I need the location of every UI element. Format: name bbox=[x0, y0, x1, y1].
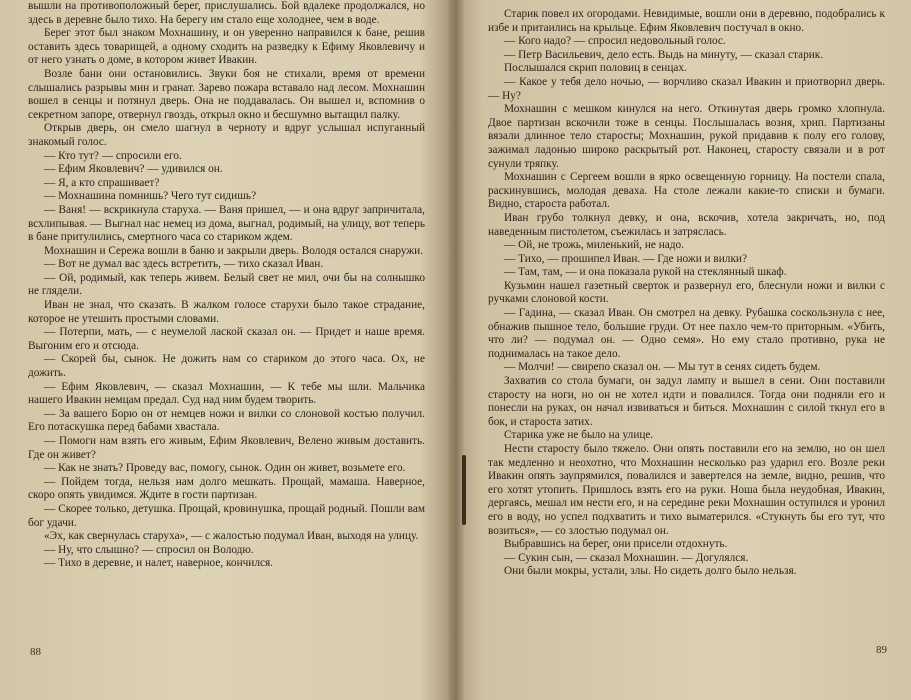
paragraph: — Я, а кто спрашивает? bbox=[44, 176, 160, 189]
paragraph: — Там, там, — и она показала рукой на стеклянный шкаф. bbox=[504, 266, 787, 279]
paragraph: Кузьмин нашел газетный сверток и развернул его, блеснули ножи и вилки с ручками слоновой кости. bbox=[488, 279, 885, 306]
right-page-number: 89 bbox=[876, 644, 887, 656]
paragraph: — Ну, что слышно? — спросил он Володю. bbox=[44, 543, 254, 556]
paragraph: — Кто тут? — спросили его. bbox=[44, 149, 182, 162]
paragraph: Иван грубо толкнул девку, и она, вскочив, хотела закричать, но, под наведенным пистолетом, съежилась и затряслась. bbox=[488, 211, 885, 238]
paragraph: — Гадина, — сказал Иван. Он смотрел на девку. Рубашка соскользнула с нее, обнажив пышное тело, большие груди. От нее пахло чем-то приторным. «Убить, что ли? — подумал он. — Одно семя». Но ему стало противно, рука не поднималась на такое дело. bbox=[488, 307, 885, 360]
right-page bbox=[456, 0, 911, 700]
paragraph: Возле бани они остановились. Звуки боя не стихали, время от времени слышались разрывы мин и гранат. Зарево пожара вставало над лесом. Мохнашин вошел в сенцы и потянул дверь. Она не поддавалась. Он вышел и, вспомнив о секретном запоре, отвернул гвоздь, открыл окно и бесшумно вытащил палку. bbox=[28, 67, 425, 121]
paragraph: Послышался скрип половиц в сенцах. bbox=[504, 62, 687, 75]
paragraph: Мохнашин с Сергеем вошли в ярко освещенную горницу. На постели спала, раскинувшись, молодая девaха. На столе лежали какие-то списки и бумаги. Видно, староста работал. bbox=[488, 171, 885, 211]
left-page bbox=[0, 0, 455, 700]
paragraph: — Петр Васильевич, дело есть. Выдь на минуту, — сказал старик. bbox=[504, 48, 824, 61]
paragraph: Иван не знал, что сказать. В жалком голосе старухи было такое страдание, которое не утешить простыми словами. bbox=[28, 299, 425, 325]
paragraph: — Ваня! — вскрикнула старуха. — Ваня пришел, — и она вдруг запричитала, всхлипывая. — Выгнал нас немец из дома, выгнал, родимый, на улицу, вот теперь в бане притулились, смертного часа со стариком ждем. bbox=[28, 203, 425, 244]
paragraph: — Ой, родимый, как теперь живем. Белый свет не мил, очи бы на солнышко не глядели. bbox=[28, 271, 425, 298]
paragraph: Открыв дверь, он смело шагнул в черноту и вдруг услышал испуганный знакомый голос. bbox=[28, 122, 425, 148]
paragraph: — Скорее только, детушка. Прощай, кровинушка, прощай родный. Пошли вам бог удачи. bbox=[28, 502, 425, 529]
paragraph: Мохнашин с мешком кинулся на него. Откинутая дверь громко хлопнула. Двое партизан вскочили тоже в сенцы. Послышалась возня, хрип. Партизаны вязали длинное тело старосты; Мохнашин, рукой придавив к полу его голову, зажимал ладонью широко раскрытый рот. Наконец, старосту связали и в рот сунули тряпку. bbox=[488, 103, 885, 170]
paragraph: Старик повел их огородами. Невидимые, вошли они в деревню, подобрались к избе и притаились на крыльце. Ефим Яковлевич постучал в окно. bbox=[488, 8, 885, 34]
paragraph: — За вашего Борю он от немцев ножи и вилки со слоновой костью получил. Его потаскушка перед бабами хвастала. bbox=[28, 407, 425, 434]
paragraph: — Пойдем тогда, нельзя нам долго мешкать. Прощай, мамаша. Наверное, скоро опять увидимся. Ждите в гости партизан. bbox=[28, 475, 425, 502]
paragraph: — Потерпи, мать, — с неумелой лаской сказал он. — Придет и наше время. Выгоним его и отсюда. bbox=[28, 326, 425, 352]
paragraph: — Как не знать? Проведу вас, помогу, сынок. Один он живет, возьмете его. bbox=[44, 462, 406, 475]
paragraph: — Ефим Яковлевич? — удивился он. bbox=[44, 163, 223, 176]
paragraph: — Помоги нам взять его живым, Ефим Яковлевич, Велено живым доставить. Где он живет? bbox=[28, 435, 425, 461]
paragraph: — Ой, не трожь, миленький, не надо. bbox=[504, 239, 684, 252]
paragraph: Старика уже не было на улице. bbox=[504, 429, 654, 442]
paragraph: Берег этот был знаком Мохнашину, и он уверенно направился к бане, решив оставить здесь товарищей, а одному сходить на разведку к Ефиму Яковлевичу и от него узнать о доме, в котором живет Ивакин. bbox=[28, 27, 425, 67]
paragraph: — Какое у тебя дело ночью, — ворчливо сказал Ивакин и приотворил дверь. — Ну? bbox=[488, 75, 885, 102]
paragraph: «Эх, как свернулась старуха», — с жалостью подумал Иван, выходя на улицу. bbox=[44, 530, 419, 543]
paragraph: — Тихо в деревне, и налет, наверное, кончился. bbox=[44, 557, 274, 570]
right-page-text bbox=[488, 8, 885, 579]
paragraph: — Мохнашина помнишь? Чего тут сидишь? bbox=[44, 190, 257, 203]
paragraph: — Молчи! — свирепо сказал он. — Мы тут в сенях сидеть будем. bbox=[504, 361, 821, 374]
paragraph: — Ефим Яковлевич, — сказал Мохнашин, — К тебе мы шли. Мальчика нашего Ивакин немцам предал. Суд над ним будем творить. bbox=[28, 380, 425, 407]
paragraph: — Сукин сын, — сказал Мохнашин. — Догулялся. bbox=[504, 551, 749, 564]
paragraph: Нести старосту было тяжело. Они опять поставили его на землю, но он шел так медленно и неохотно, что Мохнашин несколько раз ударил его. Возле реки Ивакин опять заупрямился, повалился и завертелся на земле, видно, решив, что его хотят утопить. Пришлось взять его на руки. Ноша была неудобная, Ивакин, дергаясь, мешал им нести его, и на середине реки Мохнашин оступился и уронил его в воду, но успел подхватить и тихо выматерился. «Стукнуть бы его тут, что возиться», — со злостью подумал он. bbox=[488, 443, 885, 537]
paragraph: Они были мокры, устали, злы. Но сидеть долго было нельзя. bbox=[504, 565, 797, 578]
paragraph: Мохнашин и Сережа вошли в баню и закрыли дверь. Володя остался снаружи. bbox=[44, 244, 424, 257]
paragraph: — Вот не думал вас здесь встретить, — тихо сказал Иван. bbox=[44, 258, 324, 271]
paragraph: вышли на противоположный берег, прислушались. Бой вдалеке продолжался, но здесь в деревне было тихо. На берегу им стало еще холоднее, чем в воде. bbox=[28, 0, 425, 26]
paragraph: Захватив со стола бумаги, он задул лампу и вышел в сени. Они поставили старосту на ноги, но он не хотел идти и повалился. Тогда они подняли его и понесли на руках, он начал извиваться и биться. Мохнашин с силой ткнул его в бок, и староста затих. bbox=[488, 375, 885, 428]
paragraph: — Кого надо? — спросил недовольный голос. bbox=[504, 35, 726, 48]
left-page-number: 88 bbox=[30, 646, 41, 658]
paragraph: — Тихо, — прошипел Иван. — Где ножи и вилки? bbox=[504, 252, 747, 265]
left-page-text bbox=[28, 0, 425, 571]
paragraph: — Скорей бы, сынок. Не дожить нам со стариком до этого часа. Ох, не дожить. bbox=[28, 353, 425, 380]
paragraph: Выбравшись на берег, они присели отдохнуть. bbox=[504, 538, 728, 551]
